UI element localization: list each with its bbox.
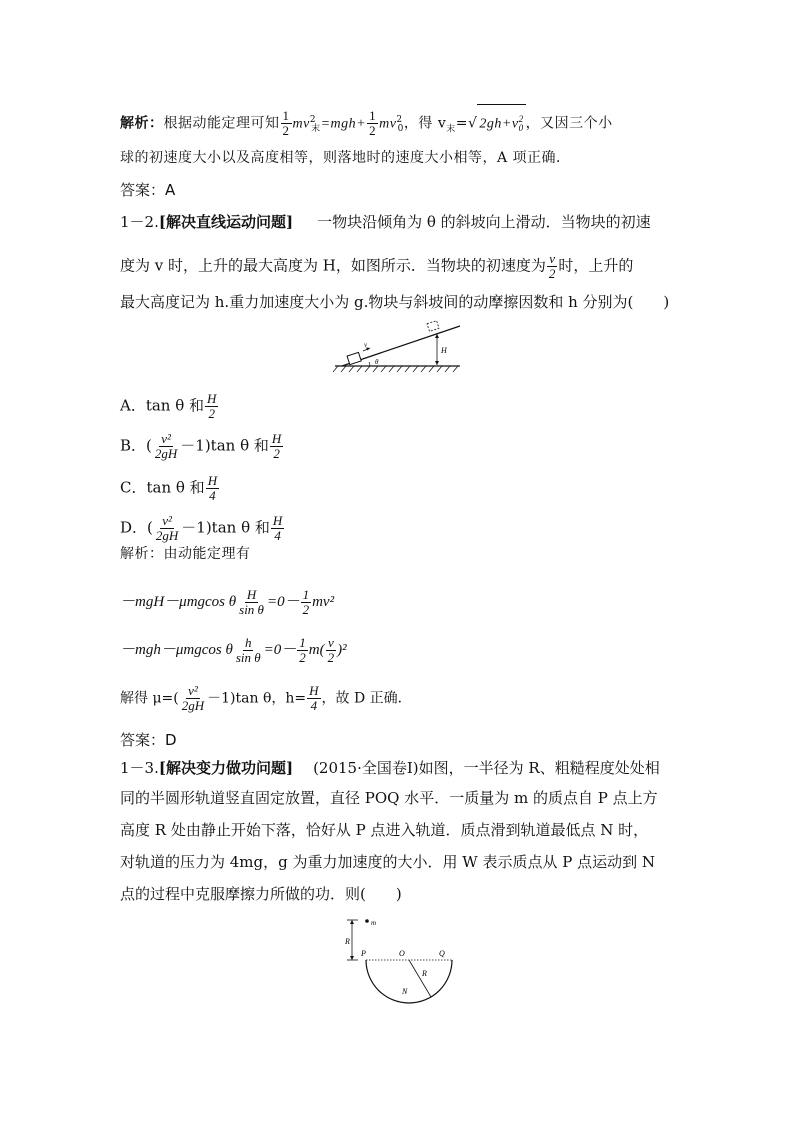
option-b: B．( $\frac{\text{v²}}{2gH}$ －1)tan θ 和 $\frac{H}{2}$ <box>120 431 282 461</box>
analysis-line-1: 解析：根据动能定理可知 $\frac{1}{2}$ $mv^2_末=mgh+$ $\frac{1}{2}$ $mv^2_0$，得 $v_末=√$ $2gh+v^2_0$ ，又因三个小 <box>120 104 613 143</box>
analysis-2: 解析：由动能定理有 <box>120 546 251 562</box>
option-d: D．( $\frac{\text{v²}}{2gH}$ －1)tan θ 和 $\frac{H}{4}$ <box>120 513 283 543</box>
svg-text:R: R <box>422 969 427 978</box>
equation-1: －mgH－μmgcos θ $\frac{H}{\text{sin θ}}$ =0－ $\frac{1}{2}$ mv² <box>120 587 335 617</box>
analysis-line-2: 球的初速度大小以及高度相等，则落地时的速度大小相等，A 项正确． <box>120 150 571 166</box>
question-3-line-2: 同的半圆形轨道竖直固定放置，直径 POQ 水平．一质量为 m 的质点自 P 点上方 <box>120 789 658 807</box>
svg-text:v: v <box>364 341 368 349</box>
question-2-line-1: 1－2.[解决直线运动问题] 一物块沿倾角为 θ 的斜坡向上滑动．当物块的初速 <box>120 213 651 231</box>
svg-text:P: P <box>361 949 366 958</box>
svg-text:O: O <box>399 949 405 958</box>
option-a: A．tan θ 和 $\frac{H}{2}$ <box>120 391 217 421</box>
svg-text:N: N <box>402 987 408 996</box>
question-3-line-4: 对轨道的压力为 4mg，g 为重力加速度的大小．用 W 表示质点从 P 点运动到 N <box>120 853 655 871</box>
question-3-line-3: 高度 R 处由静止开始下落，恰好从 P 点进入轨道．质点滑到轨道最低点 N 时， <box>120 821 649 839</box>
option-c: C．tan θ 和 $\frac{H}{4}$ <box>120 473 218 503</box>
svg-text:R: R <box>345 937 350 946</box>
svg-text:Q: Q <box>439 949 445 958</box>
semicircle-track-figure <box>340 914 460 1006</box>
solution: 解得 μ=( $\frac{\text{v²}}{2gH}$ －1)tan θ，h= $\frac{H}{4}$ ，故 D 正确． <box>120 683 412 713</box>
answer-1: 答案：A <box>120 181 176 199</box>
question-2-line-3: 最大高度记为 h.重力加速度大小为 g.物块与斜坡间的动摩擦因数和 h 分别为( ) <box>120 293 670 311</box>
answer-2: 答案：D <box>120 731 177 749</box>
analysis-label: 解析： <box>120 115 164 132</box>
svg-text:H: H <box>441 346 447 355</box>
question-3-line-5: 点的过程中克服摩擦力所做的功．则( ) <box>120 885 402 903</box>
question-2-line-2: 度为 v 时，上升的最大高度为 H，如图所示．当物块的初速度为 $\frac{v}{2}$ 时，上升的 <box>120 251 634 281</box>
question-3-line-1: 1－3.[解决变力做功问题] (2015·全国卷Ⅰ)如图，一半径为 R、粗糙程度处处相 <box>120 759 660 777</box>
svg-text:m: m <box>371 919 377 927</box>
equation-2: －mgh－μmgcos θ $\frac{h}{\text{sin θ}}$ =0－ $\frac{1}{2}$ m( $\frac{v}{2}$ )² <box>120 635 347 665</box>
fraction: $\frac{1}{2}$ <box>282 108 290 139</box>
svg-text:θ: θ <box>375 358 379 366</box>
incline-figure <box>330 318 465 376</box>
